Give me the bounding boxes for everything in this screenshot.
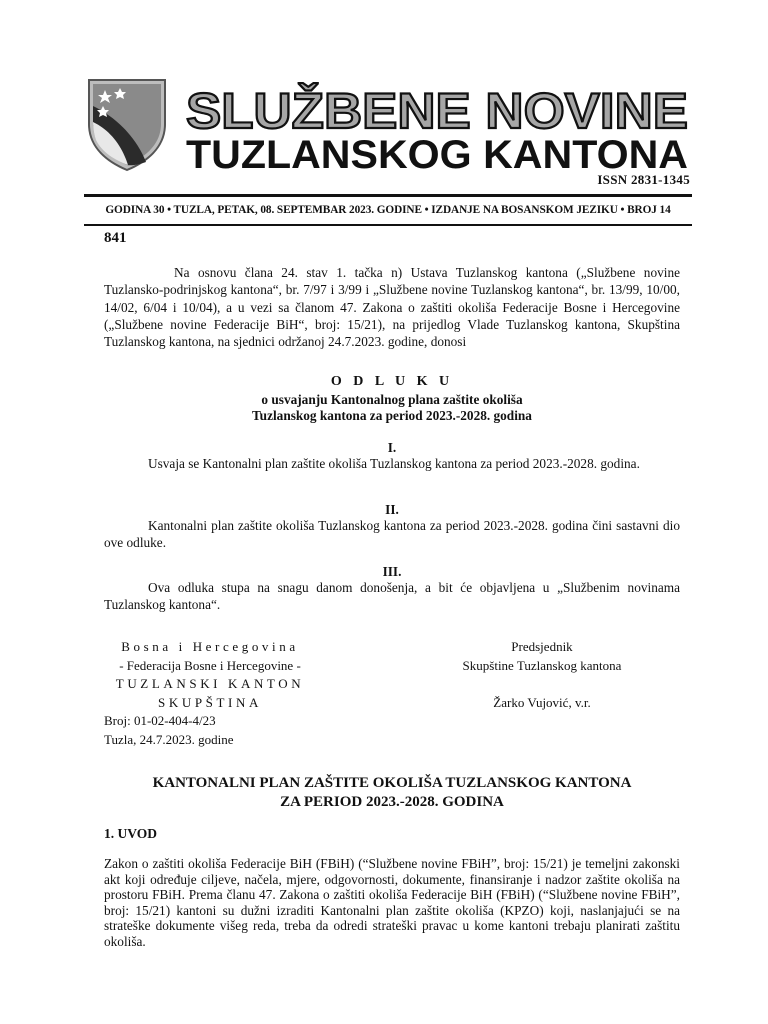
article-3-number: III.: [382, 564, 402, 579]
article-1-text: Usvaja se Kantonalni plan zaštite okoliša Tuzlanskog kantona za period 2023.-2028. godina.: [148, 456, 640, 471]
sig-assembly: SKUPŠTINA: [158, 694, 262, 710]
section-heading: 1. UVOD: [104, 826, 157, 841]
decision-subtitle-line2: Tuzlanskog kantona za period 2023.-2028. godina: [252, 408, 532, 423]
header-bottom-rule: [84, 224, 692, 226]
sig-president-name: Žarko Vujović, v.r.: [493, 695, 591, 710]
document-number: 841: [104, 230, 127, 246]
svg-text:TUZLANSKOG KANTONA: TUZLANSKOG KANTONA: [186, 133, 688, 177]
plan-title: [104, 774, 680, 812]
sig-number: Broj: 01-02-404-4/23: [104, 713, 216, 728]
sig-federation: - Federacija Bosne i Hercegovine -: [119, 657, 301, 673]
preamble-paragraph: Na osnovu člana 24. stav 1. tačka n) Ustava Tuzlanskog kantona („Službene novine Tuzlansko-podrinjskog kantona“, br. 7/97 i 3/99 i „Službene novine Tuzlanskog kantona“, br. 13/99, 10/00, 14/02, 6/04 i 10/04), a u vezi sa članom 47. Zakona o zaštiti okoliša Federacije Bosne i Hercegovine („Službene novine Federacije BiH“, broj: 15/21), na prijedlog Vlade Tuzlanskog kantona, Skupština Tuzlanskog kantona, na sjednici održanoj 24.7.2023. godine, donosi: [104, 265, 680, 350]
decision-title: O D L U K U: [330, 374, 454, 389]
issue-info-line: GODINA 30 • TUZLA, PETAK, 08. SEPTEMBAR 2023. GODINE • IZDANJE NA BOSANSKOM JEZIKU • BROJ 14: [105, 204, 671, 216]
sig-country: Bosna i Hercegovina: [121, 639, 299, 654]
signature-reference: [104, 712, 234, 749]
sig-canton: TUZLANSKI KANTON: [115, 676, 305, 691]
sig-president-body: Skupštine Tuzlanskog kantona: [462, 657, 622, 673]
plan-title-line1: KANTONALNI PLAN ZAŠTITE OKOLIŠA TUZLANSKOG KANTONA: [152, 775, 632, 791]
signature-block-right: [400, 638, 684, 675]
article-3-text: Ova odluka stupa na snagu danom donošenja, a bit će objavljena u „Službenim novinama Tuzlanskog kantona“.: [104, 580, 680, 613]
issn-label: ISSN 2831-1345: [597, 172, 690, 187]
signature-block-left: [104, 638, 316, 712]
article-2-number: II.: [385, 502, 399, 517]
sig-date: Tuzla, 24.7.2023. godine: [104, 731, 234, 747]
decision-subtitle-line1: o usvajanju Kantonalnog plana zaštite okoliša: [261, 392, 523, 407]
sig-president-title: Predsjednik: [511, 639, 573, 654]
svg-text:SLUŽBENE NOVINE: SLUŽBENE NOVINE: [186, 83, 688, 138]
header-top-rule: [84, 194, 692, 197]
article-1-number: I.: [387, 440, 397, 455]
masthead-title-line2: [186, 130, 692, 178]
section-paragraph: Zakon o zaštiti okoliša Federacije BiH (FBiH) (“Službene novine FBiH”, broj: 15/21) je temeljni zakonski akt koji određuje ciljeve, načela, mjere, odgovornosti, dokumente, finansiranje i nadzor zaštite okoliša na prostoru FBiH. Prema članu 47. Zakona o zaštiti okoliša Federacije BiH (FBiH) (“Službene novine FBiH”, broj: 15/21) kantoni su dužni izraditi Kantonalni plan zaštite okoliša (KPZO) koji, naslanjajući se na strateške dokumente višeg reda, treba da odredi strateški pravac u kome kantoni trebaju planirati zaštitu okoliša.: [104, 856, 680, 949]
article-2-text: Kantonalni plan zaštite okoliša Tuzlanskog kantona za period 2023.-2028. godina čini sastavni dio ove odluke.: [104, 518, 680, 551]
canton-crest-logo: [84, 76, 170, 172]
plan-title-line2: ZA PERIOD 2023.-2028. GODINA: [280, 794, 504, 810]
